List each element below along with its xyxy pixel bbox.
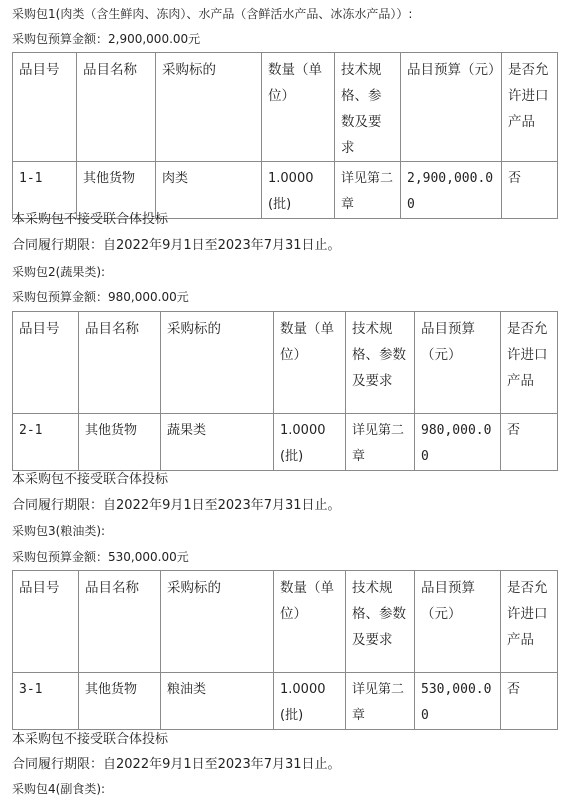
header-item-name: 品目名称 [77, 53, 156, 162]
cell-item-no: 2-1 [13, 414, 79, 471]
package-3-title: 采购包3(粮油类): [12, 524, 106, 538]
header-subject: 采购标的 [156, 53, 262, 162]
cell-quantity: 1.0000(批) [262, 162, 335, 219]
cell-item-no: 1-1 [13, 162, 77, 219]
package-2-joint-note: 本采购包不接受联合体投标 [12, 472, 169, 487]
header-spec: 技术规格、参数及要求 [335, 53, 401, 162]
package-2-table [12, 311, 558, 471]
cell-budget: 530,000.00 [415, 673, 501, 730]
package-2-title: 采购包2(蔬果类): [12, 265, 106, 279]
header-budget: 品目预算（元） [415, 571, 501, 673]
cell-item-no: 3-1 [13, 673, 79, 730]
cell-item-name: 其他货物 [77, 162, 156, 219]
table-row [13, 414, 558, 471]
table-header-row [13, 312, 558, 414]
package-1-period: 合同履行期限：自2022年9月1日至2023年7月31日止。 [12, 238, 341, 253]
header-quantity: 数量（单位） [274, 312, 346, 414]
package-2-period: 合同履行期限：自2022年9月1日至2023年7月31日止。 [12, 498, 341, 513]
cell-budget: 2,900,000.00 [401, 162, 502, 219]
package-4-title-cutoff: 采购包4(副食类): [12, 782, 106, 796]
cell-subject: 粮油类 [161, 673, 274, 730]
cell-spec: 详见第二章 [335, 162, 401, 219]
header-item-no: 品目号 [13, 53, 77, 162]
table-header-row [13, 571, 558, 673]
header-import: 是否允许进口产品 [501, 571, 558, 673]
package-3-period: 合同履行期限：自2022年9月1日至2023年7月31日止。 [12, 757, 341, 772]
header-import: 是否允许进口产品 [501, 312, 558, 414]
package-3-budget: 采购包预算金额：530,000.00元 [12, 550, 189, 564]
header-spec: 技术规格、参数及要求 [346, 571, 415, 673]
cell-item-name: 其他货物 [79, 414, 161, 471]
cell-subject: 蔬果类 [161, 414, 274, 471]
table-header-row [13, 53, 558, 162]
package-1-title: 采购包1(肉类（含生鲜肉、冻肉）、水产品（含鲜活水产品、冰冻水产品））: [12, 7, 413, 21]
package-3-table [12, 570, 558, 730]
cell-subject: 肉类 [156, 162, 262, 219]
header-item-no: 品目号 [13, 312, 79, 414]
header-item-no: 品目号 [13, 571, 79, 673]
header-subject: 采购标的 [161, 312, 274, 414]
cell-import: 否 [501, 673, 558, 730]
package-1-budget: 采购包预算金额：2,900,000.00元 [12, 32, 201, 46]
cell-quantity: 1.0000(批) [274, 414, 346, 471]
package-1-joint-note: 本采购包不接受联合体投标 [12, 212, 169, 227]
cell-item-name: 其他货物 [79, 673, 161, 730]
header-subject: 采购标的 [161, 571, 274, 673]
header-import: 是否允许进口产品 [502, 53, 558, 162]
package-3-joint-note: 本采购包不接受联合体投标 [12, 732, 169, 747]
header-budget: 品目预算（元） [401, 53, 502, 162]
cell-spec: 详见第二章 [346, 673, 415, 730]
header-item-name: 品目名称 [79, 571, 161, 673]
cell-quantity: 1.0000(批) [274, 673, 346, 730]
table-row [13, 673, 558, 730]
cell-spec: 详见第二章 [346, 414, 415, 471]
package-1-table [12, 52, 558, 219]
header-budget: 品目预算（元） [415, 312, 501, 414]
package-2-budget: 采购包预算金额：980,000.00元 [12, 290, 189, 304]
header-item-name: 品目名称 [79, 312, 161, 414]
cell-import: 否 [502, 162, 558, 219]
header-quantity: 数量（单位） [274, 571, 346, 673]
cell-budget: 980,000.00 [415, 414, 501, 471]
header-spec: 技术规格、参数及要求 [346, 312, 415, 414]
header-quantity: 数量（单位） [262, 53, 335, 162]
cell-import: 否 [501, 414, 558, 471]
